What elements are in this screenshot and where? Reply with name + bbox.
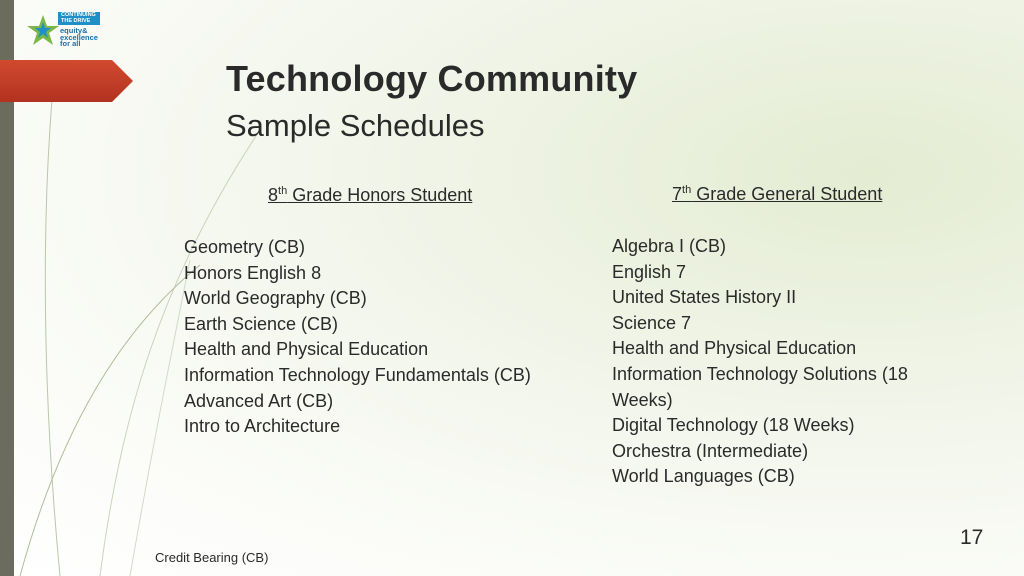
logo-tagline [60,28,98,48]
left-heading-text: Grade Honors Student [287,185,473,205]
page-number: 17 [960,526,984,549]
logo-word-2: excellence [60,32,98,42]
list-item: Information Technology Solutions (18 Weeks) [612,363,908,410]
accent-arrow-tab [0,60,133,102]
logo [26,8,136,66]
left-column-heading [268,185,472,206]
list-item: Science 7 [612,312,692,333]
list-item: Geometry (CB) [184,237,306,257]
list-item: World Geography (CB) [184,288,367,309]
right-column-heading [672,184,882,205]
right-heading-text: Grade General Student [691,184,883,204]
list-item: Honors English 8 [184,262,322,283]
right-course-list [612,234,957,490]
slide-title: Technology Community [226,58,638,99]
right-grade-suffix: th [682,184,692,196]
logo-banner [58,12,100,25]
star-icon [26,14,60,48]
footnote: Credit Bearing (CB) [155,550,269,565]
list-item: Orchestra (Intermediate) [612,440,809,461]
left-grade-number: 8 [268,185,279,205]
list-item: Earth Science (CB) [184,313,339,334]
list-item: Digital Technology (18 Weeks) [612,415,855,436]
logo-word-1: equity& [60,26,88,35]
logo-line-1: CONTINUING [61,12,96,18]
list-item: Intro to Architecture [184,416,341,437]
list-item: Health and Physical Education [184,339,429,360]
list-item: Advanced Art (CB) [184,390,334,411]
slide-subtitle: Sample Schedules [226,108,485,143]
left-course-list [184,235,584,440]
list-item: United States History II [612,287,797,308]
list-item: World Languages (CB) [612,466,795,487]
list-item: English 7 [612,261,687,282]
list-item: Health and Physical Education [612,338,857,359]
left-grade-suffix: th [278,185,288,197]
right-grade-number: 7 [672,184,683,204]
list-item: Algebra I (CB) [612,236,727,256]
list-item: Information Technology Fundamentals (CB) [184,364,531,385]
logo-word-3: for all [60,39,81,48]
logo-line-2: THE DRIVE [61,17,91,24]
